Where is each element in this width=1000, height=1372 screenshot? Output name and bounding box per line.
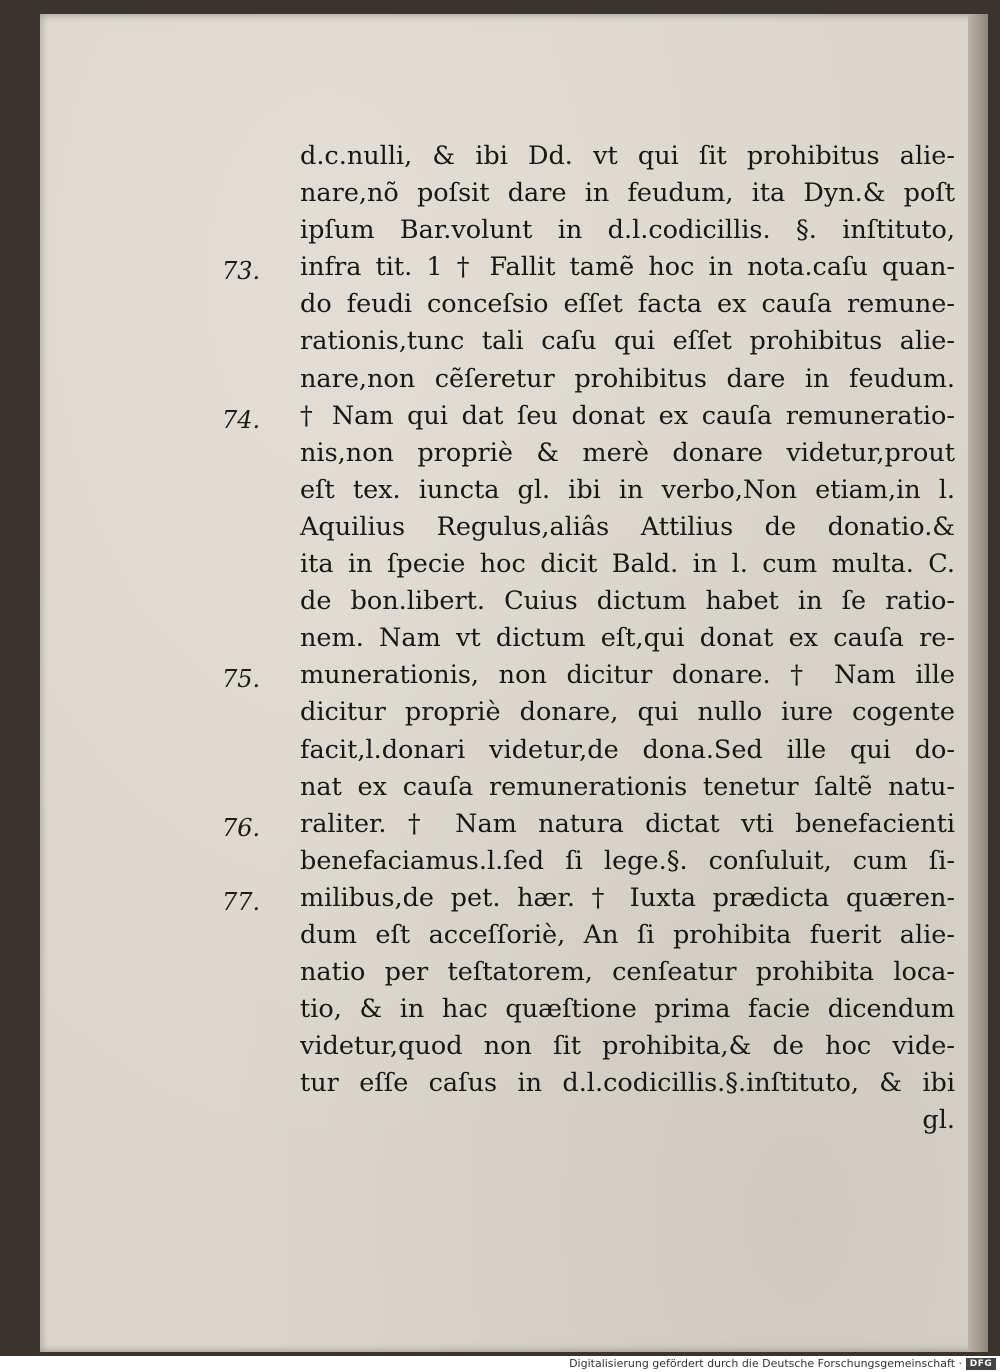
line-text: natio per teſtatorem, cenſeatur prohibita loca- bbox=[300, 957, 955, 988]
text-line-22 bbox=[300, 917, 955, 954]
text-line-26 bbox=[300, 1065, 955, 1102]
margin-note: 74. bbox=[222, 405, 261, 434]
text-line-10 bbox=[300, 472, 955, 509]
text-line-20 bbox=[300, 843, 955, 880]
text-line-15 bbox=[222, 657, 955, 694]
line-text: ita in ſpecie hoc dicit Bald. in l. cum multa. C. bbox=[300, 549, 955, 580]
text-line-6 bbox=[300, 323, 955, 360]
line-text: nis,non propriè & merè donare videtur,prout bbox=[300, 437, 955, 468]
line-text: tur eſſe caſus in d.l.codicillis.§.inſtituto, & ibi bbox=[300, 1068, 955, 1099]
text-line-5 bbox=[300, 286, 955, 323]
line-text: Aquilius Regulus,aliâs Attilius de donatio.& bbox=[300, 511, 955, 542]
text-line-4 bbox=[222, 249, 955, 286]
text-line-13 bbox=[300, 583, 955, 620]
line-text: d.c.nulli, & ibi Dd. vt qui ſit prohibitus alie- bbox=[300, 141, 955, 171]
line-text: rationis,tunc tali caſu qui eſſet prohibitus alie- bbox=[300, 326, 955, 357]
line-text: infra tit. 1 † Fallit tamẽ hoc in nota.caſu quan- bbox=[300, 252, 955, 283]
text-line-14 bbox=[300, 620, 955, 657]
line-text: nem. Nam vt dictum eſt,qui donat ex cauſa re- bbox=[300, 623, 955, 654]
page-text-block bbox=[222, 138, 955, 1140]
line-text: raliter. † Nam natura dictat vti benefacienti bbox=[300, 808, 955, 839]
line-text: benefaciamus.l.ſed ſi lege.§. conſuluit, cum ſi- bbox=[300, 845, 955, 876]
line-text: ipſum Bar.volunt in d.l.codicillis. §. inſtituto, bbox=[300, 215, 955, 246]
text-line-7 bbox=[300, 361, 955, 398]
text-line-9 bbox=[300, 435, 955, 472]
text-line-25 bbox=[300, 1028, 955, 1065]
line-text: dum eſt acceſſoriè, An ſi prohibita fuerit alie- bbox=[300, 919, 955, 950]
text-line-11 bbox=[300, 509, 955, 546]
text-line-16 bbox=[300, 694, 955, 731]
line-text: nat ex cauſa remunerationis tenetur ſaltẽ natu- bbox=[300, 771, 955, 802]
text-line-8 bbox=[222, 398, 955, 435]
catchword bbox=[300, 1102, 955, 1139]
line-text: nare,non cẽſeretur prohibitus dare in feudum. bbox=[300, 363, 955, 394]
credit-text: Digitalisierung gefördert durch die Deutsche Forschungsgemeinschaft · bbox=[569, 1357, 962, 1370]
text-line-2 bbox=[300, 175, 955, 212]
text-line-21 bbox=[222, 880, 955, 917]
line-text: videtur,quod non ſit prohibita,& de hoc vide- bbox=[300, 1031, 955, 1062]
line-text: eſt tex. iuncta gl. ibi in verbo,Non etiam,in l. bbox=[300, 474, 955, 505]
margin-note: 76. bbox=[222, 813, 261, 842]
text-line-17 bbox=[300, 732, 955, 769]
line-text: nare,nõ poſsit dare in feudum, ita Dyn.& poſt bbox=[300, 178, 955, 209]
margin-note: 77. bbox=[222, 887, 261, 916]
text-line-1 bbox=[300, 138, 955, 175]
line-text: dicitur propriè donare, qui nullo iure cogente bbox=[300, 697, 955, 728]
text-line-24 bbox=[300, 991, 955, 1028]
margin-note: 75. bbox=[222, 665, 261, 694]
text-line-3 bbox=[300, 212, 955, 249]
text-line-18 bbox=[300, 769, 955, 806]
margin-note: 73. bbox=[222, 257, 261, 286]
text-line-12 bbox=[300, 546, 955, 583]
dfg-logo: DFG bbox=[966, 1358, 996, 1370]
text-line-19 bbox=[222, 806, 955, 843]
credit-bar bbox=[0, 1356, 1000, 1372]
line-text: do feudi conceſsio eſſet facta ex cauſa remune- bbox=[300, 289, 955, 320]
line-text: tio, & in hac quæſtione prima facie dicendum bbox=[300, 994, 955, 1025]
line-text: milibus,de pet. hær. † Iuxta prædicta quæren- bbox=[300, 882, 955, 913]
line-text: munerationis, non dicitur donare. † Nam ille bbox=[300, 660, 955, 691]
text-line-23 bbox=[300, 954, 955, 991]
catchword-text: gl. bbox=[922, 1105, 955, 1136]
page-edge-shadow bbox=[968, 14, 988, 1352]
line-text: facit,l.donari videtur,de dona.Sed ille qui do- bbox=[300, 734, 955, 765]
line-text: de bon.libert. Cuius dictum habet in ſe ratio- bbox=[300, 586, 955, 617]
line-text: † Nam qui dat ſeu donat ex cauſa remuneratio- bbox=[300, 400, 955, 431]
